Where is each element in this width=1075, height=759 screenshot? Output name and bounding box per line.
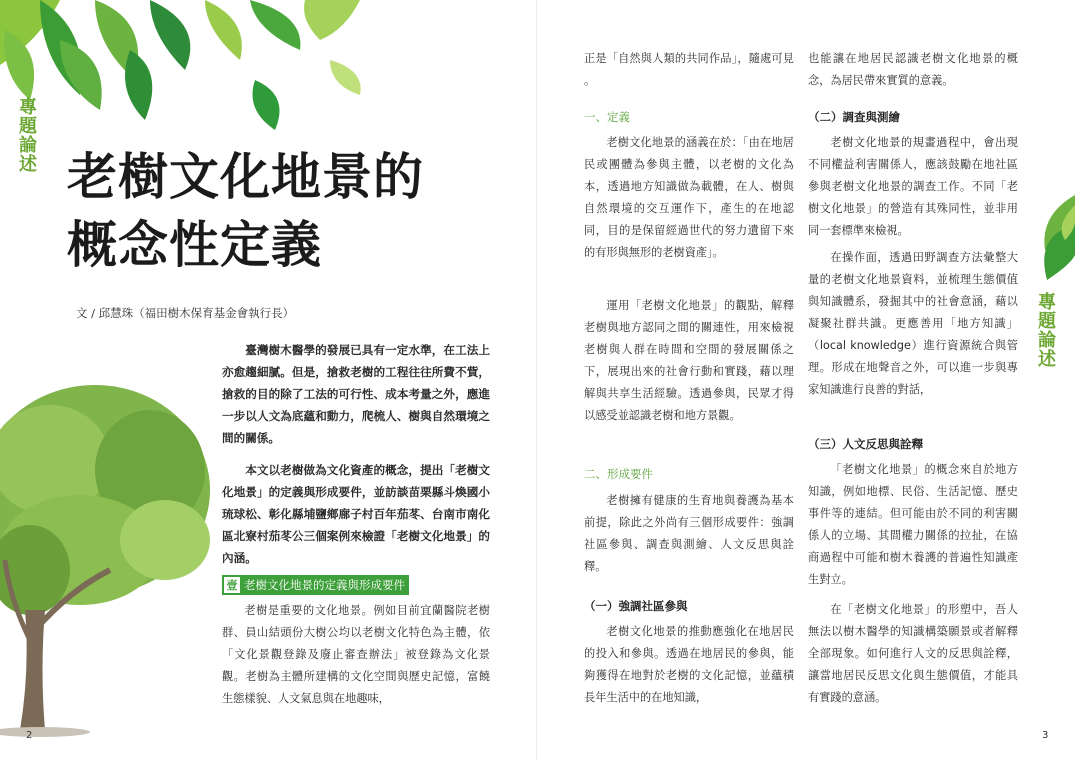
page-number-right: 3	[1042, 730, 1049, 741]
reflection-paragraph-1: 「老樹文化地景」的概念來自於地方知識，例如地標、民俗、生活記憶、歷史事件等的連結。但可能由於不同的利害關係人的立場、其間權力關係的拉扯，在協商過程中可能和樹木養護的普遍性知識產生對立。	[808, 463, 1018, 586]
leaf-cluster-right-edge	[1035, 195, 1075, 285]
section-tag-vertical: 專題論述	[19, 97, 37, 175]
survey-paragraph-2: 在操作面，透過田野調查方法彙整大量的老樹文化地景資料，並梳理生態價值與知識體系，發掘其中的社會意涵，藉以凝聚社群共識。更應善用「地方知識」（local knowledge）進行資源統合與管理。形成在地聲音之外，可以進一步與專家知識進行良善的對話，	[808, 251, 1018, 396]
lead-paragraph-2: 本文以老樹做為文化資產的概念，提出「老樹文化地景」的定義與形成要件，並訪談苗栗縣斗煥國小琉球松、彰化縣埔鹽鄉廍子村百年茄苳、台南市南化區北寮村茄苳公三個案例來檢證「老樹文化地景」的內涵。	[222, 463, 490, 565]
title-line-2: 概念性定義	[67, 216, 322, 274]
right-page	[537, 0, 1075, 759]
heading-elements: 二、形成要件	[584, 467, 653, 481]
col2-continued-text: 也能讓在地居民認識老樹文化地景的概念，為居民帶來實質的意義。	[808, 52, 1018, 87]
tree-illustration	[0, 370, 215, 759]
elements-paragraph: 老樹擁有健康的生育地與養護為基本前提，除此之外尚有三個形成要件：強調社區參與、調查與測繪、人文反思與詮釋。	[584, 494, 794, 573]
reflection-paragraph-2: 在「老樹文化地景」的形塑中，吾人無法以樹木醫學的知識構築願景或者解釋全部現象。如何進行人文的反思與詮釋，讓當地居民反思文化與生態價值，才能具有實踐的意涵。	[808, 603, 1018, 704]
page-number-left: 2	[26, 730, 33, 741]
lead-paragraph-1: 臺灣樹木醫學的發展已具有一定水準，在工法上亦愈趨細膩。但是，搶救老樹的工程往往所費不貲，搶救的目的除了工法的可行性、成本考量之外，應進一步以人文為底蘊和動力，爬梳人、樹與自然環境之間的關係。	[222, 343, 490, 445]
leaf-cluster-top-left	[0, 0, 400, 135]
definition-paragraph-1: 老樹文化地景的涵義在於：「由在地居民或團體為參與主體，以老樹的文化為本，透過地方知識做為載體，在人、樹與自然環境的交互運作下，產生的在地認同，目的是保留經過世代的努力遺留下來的有形與無形的老樹資產」。	[584, 136, 794, 259]
section-heading-text: 老樹文化地景的定義與形成要件	[244, 578, 405, 592]
subheading-survey: （二）調查與測繪	[808, 110, 900, 124]
author-byline: 文 / 邱慧珠（福田樹木保育基金會執行長）	[76, 306, 295, 320]
article-title	[67, 143, 424, 279]
body-paragraph-1: 老樹是重要的文化地景。例如目前宜蘭醫院老樹群、員山結頭份大樹公均以老樹文化特色為主體，依「文化景觀登錄及廢止審查辦法」被登錄為文化景觀。老樹為主體所建構的文化空間與歷史記憶，富饒生態樣貌、人文氣息與在地趣味，	[222, 604, 490, 705]
section-tag-vertical-right: 專題論述	[1038, 292, 1056, 370]
section-heading	[222, 575, 409, 595]
title-line-1: 老樹文化地景的	[67, 148, 424, 206]
section-number-badge: 壹	[224, 577, 240, 593]
col1-continued-text: 正是「自然與人類的共同作品」，隨處可見 。	[584, 52, 794, 87]
left-page	[0, 0, 537, 759]
subheading-reflection: （三）人文反思與詮釋	[808, 437, 923, 451]
heading-definition: 一、定義	[584, 110, 630, 124]
definition-paragraph-2: 運用「老樹文化地景」的觀點，解釋老樹與地方認同之間的關連性，用來檢視老樹與人群在時間和空間的發展關係之下，展現出來的社會行動和實踐，藉以理解與共享生活經驗。透過參與，民眾才得以感受並認識老樹和地方景觀。	[584, 299, 794, 422]
subheading-community: （一）強調社區參與	[584, 599, 688, 613]
community-paragraph: 老樹文化地景的推動應強化在地居民的投入和參與。透過在地居民的參與，能夠獲得在地對於老樹的文化記憶，並蘊積長年生活中的在地知識，	[584, 625, 794, 704]
survey-paragraph-1: 老樹文化地景的規畫過程中，會出現不同權益利害關係人，應該鼓勵在地社區參與老樹文化地景的調查工作。不同「老樹文化地景」的營造有其殊同性，並非用同一套標準來檢視。	[808, 136, 1018, 237]
